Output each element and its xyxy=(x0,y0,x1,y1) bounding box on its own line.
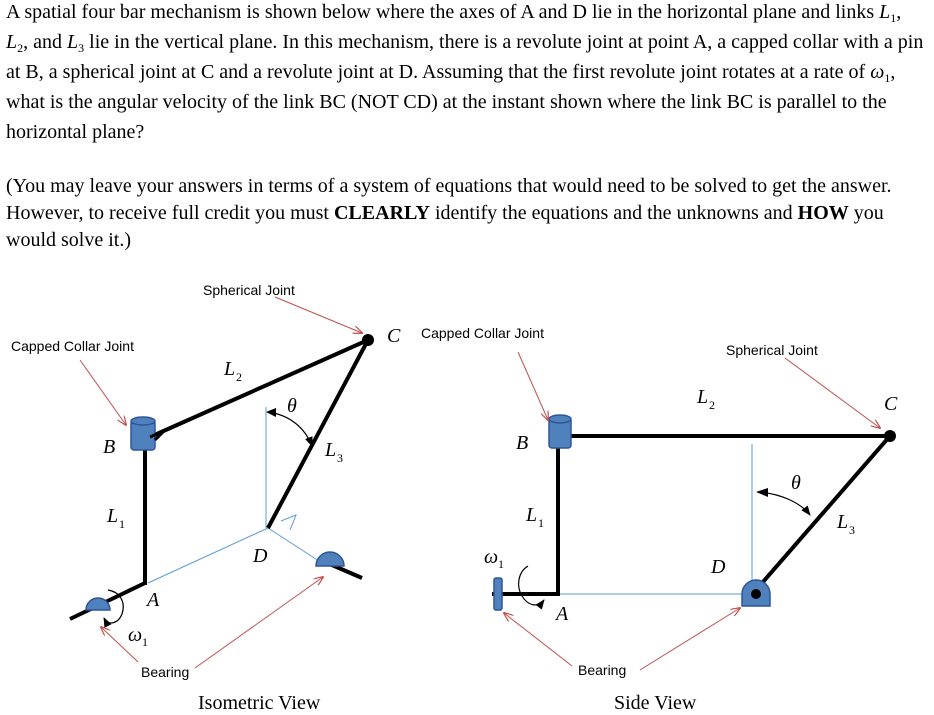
text-run: , xyxy=(896,1,902,23)
iso-theta-arrowhead xyxy=(266,408,276,417)
side-label-L3: L xyxy=(837,511,849,533)
iso-pointer-collar xyxy=(80,360,126,425)
side-label-L1-sub: 1 xyxy=(538,516,544,530)
side-label-L2: L xyxy=(697,386,709,408)
iso-label-C: C xyxy=(387,325,401,347)
text-run: you would solve it.) xyxy=(6,202,884,251)
iso-input-shaft xyxy=(70,583,145,619)
iso-spherical-joint-c xyxy=(362,334,374,346)
isometric-view xyxy=(11,282,401,714)
side-theta-arrowhead xyxy=(756,488,768,497)
iso-label-L3-sub: 3 xyxy=(337,451,343,465)
iso-ground-line xyxy=(148,528,268,583)
iso-label-L2: L xyxy=(224,358,236,380)
iso-label-L1: L xyxy=(107,505,119,527)
iso-label-A: A xyxy=(147,589,160,611)
iso-label-L2-sub: 2 xyxy=(236,370,242,384)
iso-pointer-bearing-d xyxy=(195,577,323,668)
subscript: 1 xyxy=(890,11,897,25)
text-run: , what is the angular velocity of the link BC (NOT CD) at the instant shown where the link BC is parallel to the horizontal plane? xyxy=(6,61,896,143)
iso-ground-line-d xyxy=(268,528,322,563)
right-angle-mark xyxy=(281,515,296,530)
subscript: 1 xyxy=(884,71,891,85)
side-label-omega-sub: 1 xyxy=(498,557,504,571)
iso-theta-arc xyxy=(268,412,312,446)
side-label-C: C xyxy=(884,393,898,415)
side-link-L3 xyxy=(756,436,890,590)
side-label-B: B xyxy=(516,432,529,454)
iso-label-capped-collar: Capped Collar Joint xyxy=(11,338,134,354)
iso-label-theta: θ xyxy=(287,395,297,417)
iso-label-D: D xyxy=(253,545,268,567)
side-pivot-d xyxy=(751,589,761,599)
side-label-spherical-joint: Spherical Joint xyxy=(726,342,818,358)
side-label-theta: θ xyxy=(791,472,801,494)
side-label-L3-sub: 3 xyxy=(849,523,855,537)
text-run: identify the equations and the unknowns and xyxy=(429,202,798,224)
side-label-A: A xyxy=(556,603,569,625)
side-label-omega: ω xyxy=(484,546,499,568)
side-pointer-collar xyxy=(518,352,548,420)
side-label-L1: L xyxy=(526,504,538,526)
text-run: , and xyxy=(23,31,68,53)
side-label-bearing: Bearing xyxy=(578,662,627,678)
iso-label-L3: L xyxy=(325,439,337,461)
text-run: A spatial four bar mechanism is shown below where the axes of A and D lie in the horizontal plane and links xyxy=(6,1,880,23)
iso-link-L2 xyxy=(150,340,368,437)
side-rotation-arrow xyxy=(519,566,544,605)
iso-pointer-spherical xyxy=(275,297,362,333)
side-collar-cap xyxy=(549,415,571,423)
iso-link-L3 xyxy=(268,340,368,528)
bold-clearly: CLEARLY xyxy=(333,202,430,224)
var-L: L xyxy=(6,31,18,53)
side-bearing xyxy=(494,578,502,610)
iso-label-B: B xyxy=(103,436,116,458)
var-L: L xyxy=(67,31,79,53)
side-pointer-bearing-d xyxy=(640,608,740,670)
bold-how: HOW xyxy=(797,202,849,224)
iso-label-spherical-joint: Spherical Joint xyxy=(203,282,295,298)
side-label-D: D xyxy=(711,556,726,578)
subscript: 3 xyxy=(78,41,85,55)
side-caption: Side View xyxy=(614,692,697,714)
side-view xyxy=(421,325,898,714)
iso-label-bearing: Bearing xyxy=(141,664,190,680)
iso-caption: Isometric View xyxy=(198,692,321,714)
var-L: L xyxy=(879,1,891,23)
side-label-capped-collar: Capped Collar Joint xyxy=(421,325,544,341)
iso-label-L1-sub: 1 xyxy=(119,517,125,531)
iso-label-omega: ω xyxy=(128,624,143,646)
iso-bearing-d xyxy=(316,552,344,566)
side-pointer-spherical xyxy=(785,358,880,428)
text-run: (You may leave your answers in terms of a system of equations that would need to be solved to get the answer. However, to receive full credit you must xyxy=(6,175,892,224)
iso-collar-cap xyxy=(131,417,155,425)
iso-label-omega-sub: 1 xyxy=(142,635,148,649)
text-run: lie in the vertical plane. In this mechanism, there is a revolute joint at point A, a capped collar with a pin at B, a spherical joint at C and a revolute joint at D. Assuming that the first revolute joint rotates at a rate of xyxy=(6,31,924,83)
var-omega: ω xyxy=(870,61,885,83)
side-spherical-joint-c xyxy=(884,430,896,442)
side-label-L2-sub: 2 xyxy=(709,398,715,412)
subscript: 2 xyxy=(17,41,24,55)
